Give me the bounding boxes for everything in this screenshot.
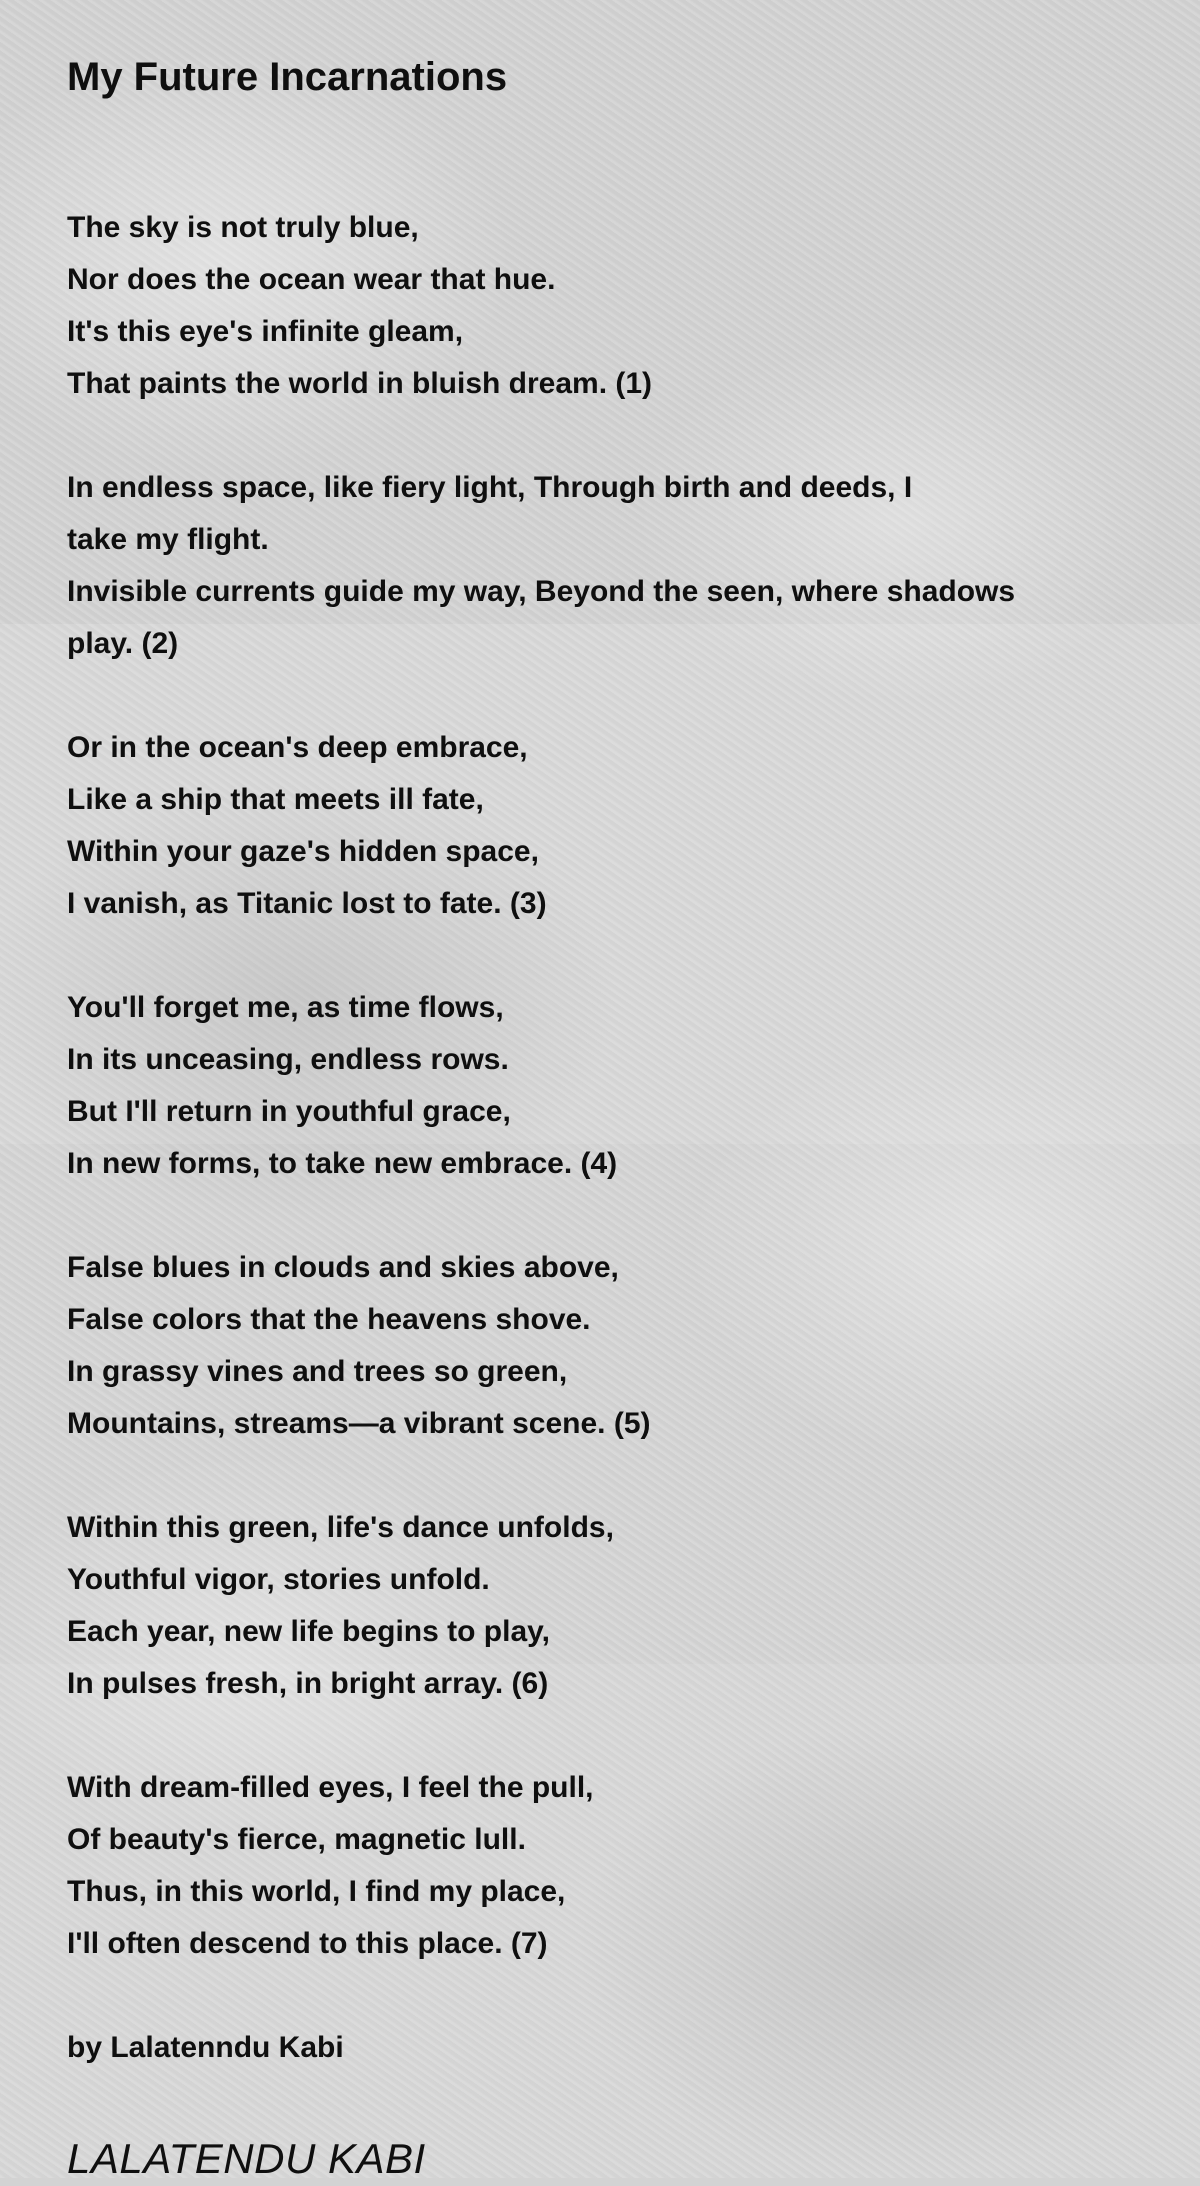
poem-line: With dream-filled eyes, I feel the pull, bbox=[67, 1771, 594, 1804]
poem-line: You'll forget me, as time flows, bbox=[67, 991, 504, 1024]
stanza-3 bbox=[67, 722, 1147, 930]
poem-line: Like a ship that meets ill fate, bbox=[67, 783, 484, 816]
author-signature: LALATENDU KABI bbox=[67, 2135, 426, 2182]
poem-line: play. (2) bbox=[67, 627, 179, 660]
poem-line: The sky is not truly blue, bbox=[67, 211, 419, 244]
poem-line: It's this eye's infinite gleam, bbox=[67, 315, 464, 348]
poem-line: Youthful vigor, stories unfold. bbox=[67, 1563, 490, 1596]
poem-line: In grassy vines and trees so green, bbox=[67, 1355, 568, 1388]
poem-line: In its unceasing, endless rows. bbox=[67, 1043, 509, 1076]
poem-line: Mountains, streams—a vibrant scene. (5) bbox=[67, 1407, 651, 1440]
poem-line: Thus, in this world, I find my place, bbox=[67, 1875, 566, 1908]
poem-line: Each year, new life begins to play, bbox=[67, 1615, 550, 1648]
poem-title: My Future Incarnations bbox=[67, 55, 508, 99]
poem-line: That paints the world in bluish dream. (1) bbox=[67, 367, 653, 400]
poem-body bbox=[67, 202, 1147, 1970]
poem-line: I vanish, as Titanic lost to fate. (3) bbox=[67, 887, 547, 920]
poem-line: In endless space, like fiery light, Through birth and deeds, I bbox=[67, 471, 913, 504]
poem-line: Nor does the ocean wear that hue. bbox=[67, 263, 556, 296]
stanza-1 bbox=[67, 202, 1147, 410]
poem-line: Invisible currents guide my way, Beyond the seen, where shadows bbox=[67, 575, 1016, 608]
poem-line: Within your gaze's hidden space, bbox=[67, 835, 539, 868]
poem-line: False colors that the heavens shove. bbox=[67, 1303, 591, 1336]
poem-line: take my flight. bbox=[67, 523, 269, 556]
poem-line: Within this green, life's dance unfolds, bbox=[67, 1511, 614, 1544]
stanza-7 bbox=[67, 1762, 1147, 1970]
poem-line: False blues in clouds and skies above, bbox=[67, 1251, 619, 1284]
stanza-5 bbox=[67, 1242, 1147, 1450]
stanza-4 bbox=[67, 982, 1147, 1190]
stanza-6 bbox=[67, 1502, 1147, 1710]
poem-line: But I'll return in youthful grace, bbox=[67, 1095, 511, 1128]
poem-card bbox=[67, 50, 1147, 2186]
poem-line: Of beauty's fierce, magnetic lull. bbox=[67, 1823, 526, 1856]
poem-line: I'll often descend to this place. (7) bbox=[67, 1927, 548, 1960]
poem-line: In new forms, to take new embrace. (4) bbox=[67, 1147, 618, 1180]
poem-line: Or in the ocean's deep embrace, bbox=[67, 731, 528, 764]
poem-line: In pulses fresh, in bright array. (6) bbox=[67, 1667, 549, 1700]
author-byline: by Lalatenndu Kabi bbox=[67, 2031, 344, 2064]
stanza-2 bbox=[67, 462, 1147, 670]
